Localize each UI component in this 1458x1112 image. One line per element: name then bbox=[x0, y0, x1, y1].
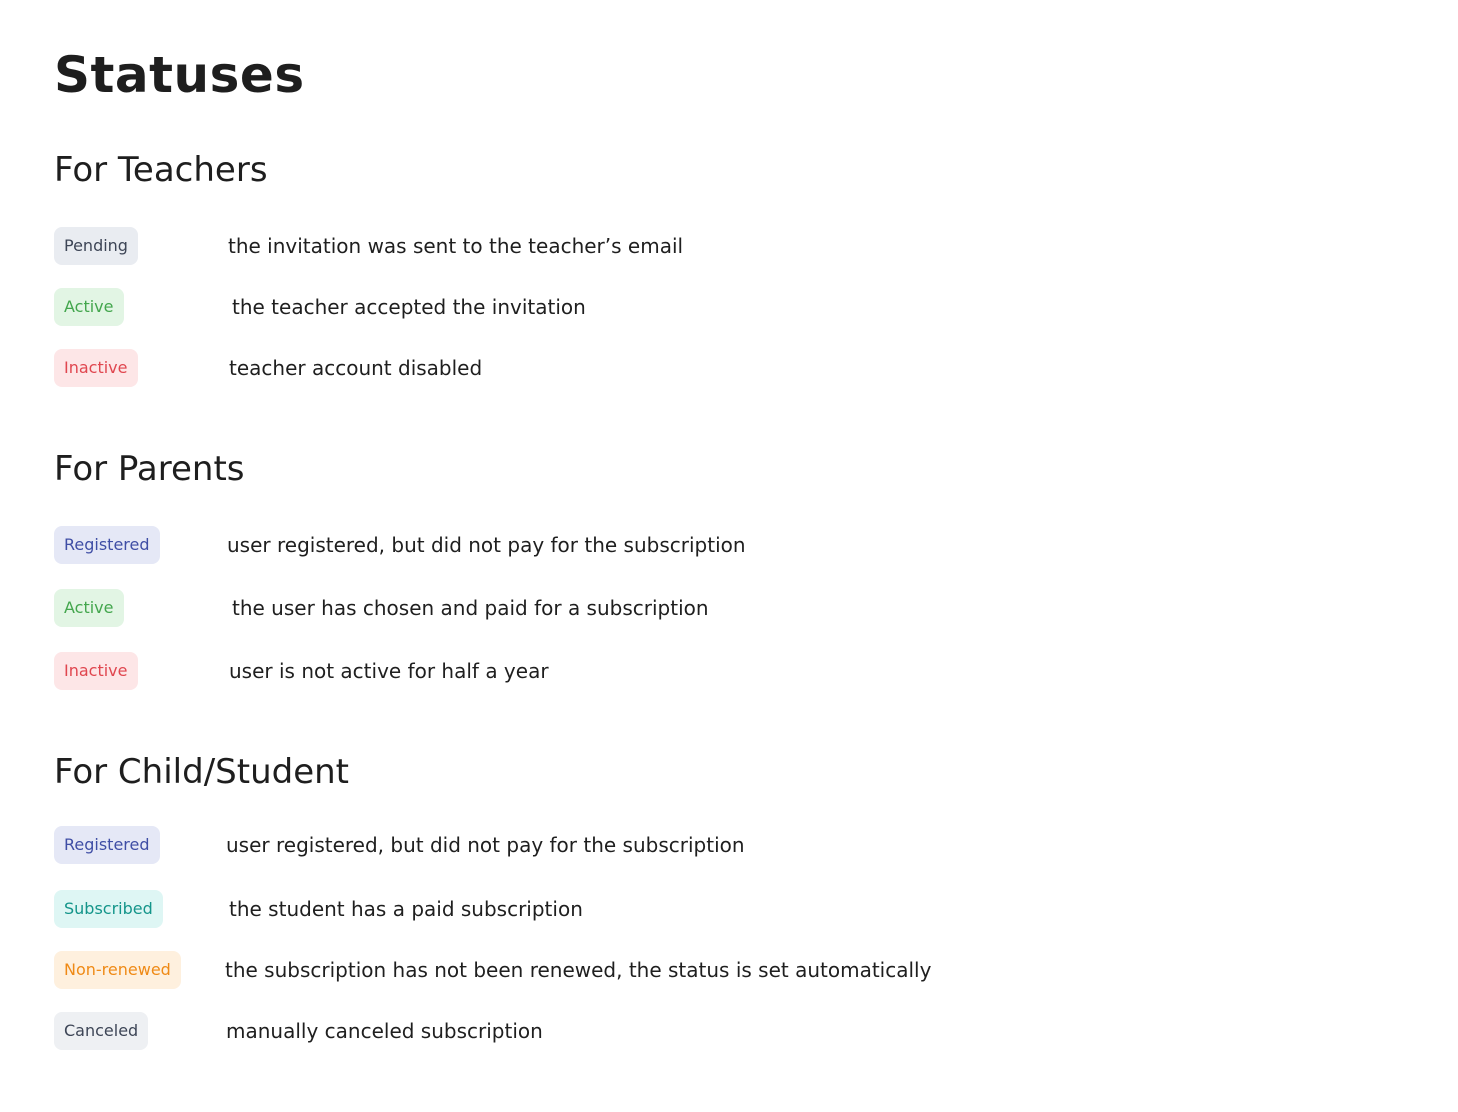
status-badge-registered: Registered bbox=[54, 526, 160, 564]
status-row-teacher-active bbox=[54, 288, 1154, 326]
status-badge-active: Active bbox=[54, 288, 124, 326]
status-badge-active: Active bbox=[54, 589, 124, 627]
status-row-teacher-inactive bbox=[54, 349, 1154, 387]
status-description: the subscription has not been renewed, the status is set automatically bbox=[225, 958, 932, 982]
status-badge-inactive: Inactive bbox=[54, 652, 138, 690]
status-row-student-registered bbox=[54, 826, 1154, 864]
status-row-student-canceled bbox=[54, 1012, 1154, 1050]
status-description: the student has a paid subscription bbox=[229, 897, 583, 921]
status-badge-pending: Pending bbox=[54, 227, 138, 265]
status-description: user registered, but did not pay for the subscription bbox=[227, 533, 746, 557]
status-row-teacher-pending bbox=[54, 227, 1154, 265]
status-row-parent-active bbox=[54, 589, 1154, 627]
status-badge-inactive: Inactive bbox=[54, 349, 138, 387]
section-title-child-student: For Child/Student bbox=[54, 752, 349, 792]
status-row-student-non-renewed bbox=[54, 951, 1154, 989]
section-title-parents: For Parents bbox=[54, 449, 245, 489]
status-badge-canceled: Canceled bbox=[54, 1012, 148, 1050]
status-description: the invitation was sent to the teacher’s email bbox=[228, 234, 684, 258]
status-row-student-subscribed bbox=[54, 890, 1154, 928]
status-badge-subscribed: Subscribed bbox=[54, 890, 163, 928]
status-row-parent-inactive bbox=[54, 652, 1154, 690]
page-title: Statuses bbox=[54, 46, 305, 104]
status-description: manually canceled subscription bbox=[226, 1019, 543, 1043]
status-badge-registered: Registered bbox=[54, 826, 160, 864]
status-description: teacher account disabled bbox=[229, 356, 483, 380]
status-row-parent-registered bbox=[54, 526, 1154, 564]
status-description: the user has chosen and paid for a subscription bbox=[232, 596, 709, 620]
status-badge-non-renewed: Non-renewed bbox=[54, 951, 181, 989]
status-description: user is not active for half a year bbox=[229, 659, 549, 683]
status-description: the teacher accepted the invitation bbox=[232, 295, 586, 319]
status-description: user registered, but did not pay for the subscription bbox=[226, 833, 745, 857]
section-title-teachers: For Teachers bbox=[54, 150, 268, 190]
